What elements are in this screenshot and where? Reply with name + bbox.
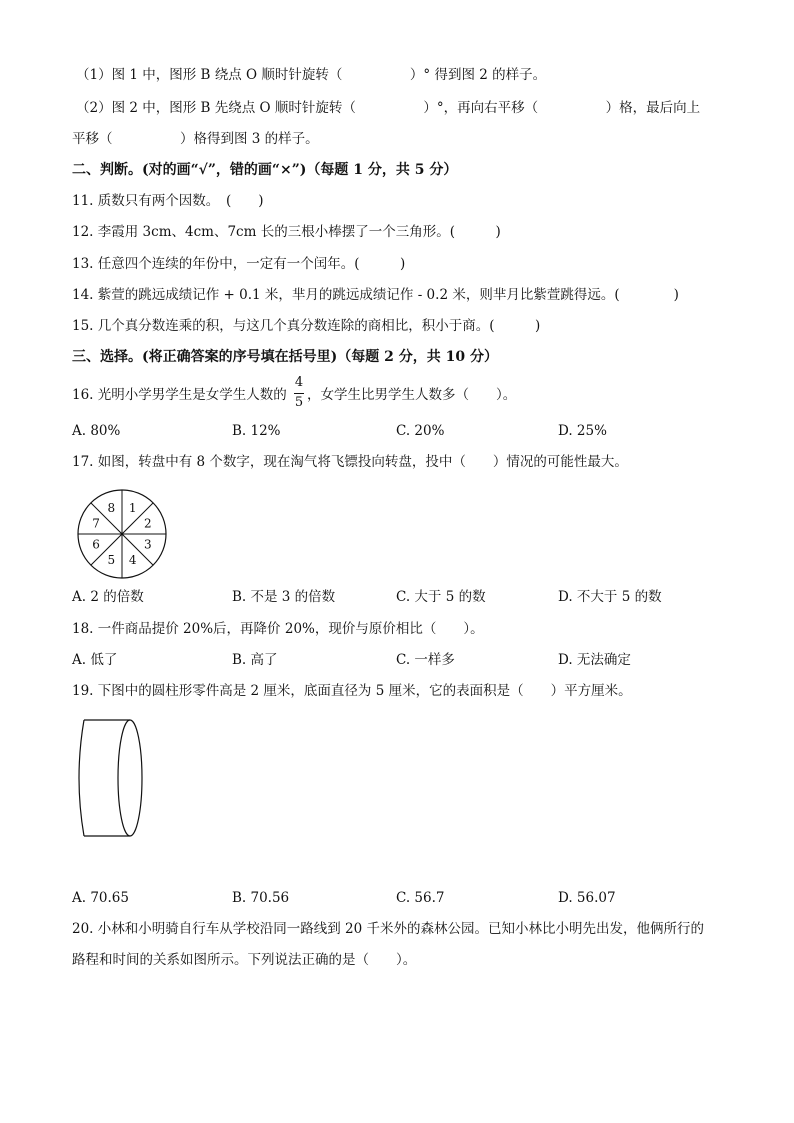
q17-option-c: C. 大于 5 的数	[396, 589, 486, 605]
spinner-figure	[72, 488, 172, 588]
q18-option-d: D. 无法确定	[558, 652, 631, 668]
cylinder-figure	[74, 716, 154, 846]
question-15: 15. 几个真分数连乘的积，与这几个真分数连除的商相比，积小于商。( )	[72, 318, 541, 334]
question-17: 17. 如图，转盘中有 8 个数字，现在淘气将飞镖投向转盘，投中（ ）情况的可能性最大。	[72, 454, 628, 470]
q19-option-a: A. 70.65	[72, 890, 129, 906]
question-19: 19. 下图中的圆柱形零件高是 2 厘米，底面直径为 5 厘米，它的表面积是（ ）平方厘米。	[72, 683, 632, 699]
question-11: 11. 质数只有两个因数。 ( )	[72, 193, 264, 209]
spinner-number: 8	[107, 501, 116, 516]
q17-option-d: D. 不大于 5 的数	[558, 589, 662, 605]
q18-option-b: B. 高了	[232, 652, 278, 668]
fig-question-part3: 平移（ ）格得到图 3 的样子。	[72, 131, 319, 147]
q16-option-d: D. 25%	[558, 423, 607, 439]
q16-option-a: A. 80%	[72, 423, 121, 439]
spinner-number: 4	[128, 552, 137, 567]
spinner-number: 1	[128, 501, 137, 516]
q18-option-a: A. 低了	[72, 652, 118, 668]
fraction-bar	[294, 393, 304, 394]
question-16-pre: 16. 光明小学男学生是女学生人数的	[72, 387, 287, 403]
cylinder-right-face	[118, 720, 142, 836]
q19-option-d: D. 56.07	[558, 890, 616, 906]
question-14: 14. 紫萱的跳远成绩记作 + 0.1 米，芈月的跳远成绩记作 - 0.2 米，则芈月比紫萱跳得远。( )	[72, 287, 679, 303]
q19-option-c: C. 56.7	[396, 890, 445, 906]
fraction-denominator: 5	[294, 395, 304, 410]
section-2-title: 二、判断。(对的画“√”，错的画“×”)（每题 1 分，共 5 分）	[72, 162, 458, 178]
question-13: 13. 任意四个连续的年份中，一定有一个闰年。( )	[72, 256, 406, 272]
spinner-number: 6	[92, 537, 100, 552]
section-3-title: 三、选择。(将正确答案的序号填在括号里)（每题 2 分，共 10 分）	[72, 349, 498, 365]
fig-question-part1: （1）图 1 中，图形 B 绕点 O 顺时针旋转（ ）° 得到图 2 的样子。	[76, 67, 547, 83]
q16-option-b: B. 12%	[232, 423, 281, 439]
fraction-numerator: 4	[294, 375, 304, 390]
question-18: 18. 一件商品提价 20%后，再降价 20%，现价与原价相比（ ）。	[72, 621, 484, 637]
question-20-line1: 20. 小林和小明骑自行车从学校沿同一路线到 20 千米外的森林公园。已知小林比小明先出发，他俩所行的	[72, 921, 705, 937]
q17-option-a: A. 2 的倍数	[72, 589, 144, 605]
spinner-number: 7	[92, 516, 100, 531]
q16-option-c: C. 20%	[396, 423, 445, 439]
spinner-number: 2	[144, 516, 152, 531]
question-20-line2: 路程和时间的关系如图所示。下列说法正确的是（ ）。	[72, 952, 417, 968]
q17-option-b: B. 不是 3 的倍数	[232, 589, 336, 605]
q18-option-c: C. 一样多	[396, 652, 455, 668]
spinner-number: 5	[107, 552, 116, 567]
q19-option-b: B. 70.56	[232, 890, 290, 906]
cylinder-left-edge	[79, 720, 84, 836]
fig-question-part2: （2）图 2 中，图形 B 先绕点 O 顺时针旋转（ ）°，再向右平移（ ）格，最后向上	[76, 100, 701, 116]
question-12: 12. 李霞用 3cm、4cm、7cm 长的三根小棒摆了一个三角形。( )	[72, 224, 501, 240]
spinner-number: 3	[144, 537, 152, 552]
question-16-post: ，女学生比男学生人数多（ ）。	[307, 387, 517, 403]
